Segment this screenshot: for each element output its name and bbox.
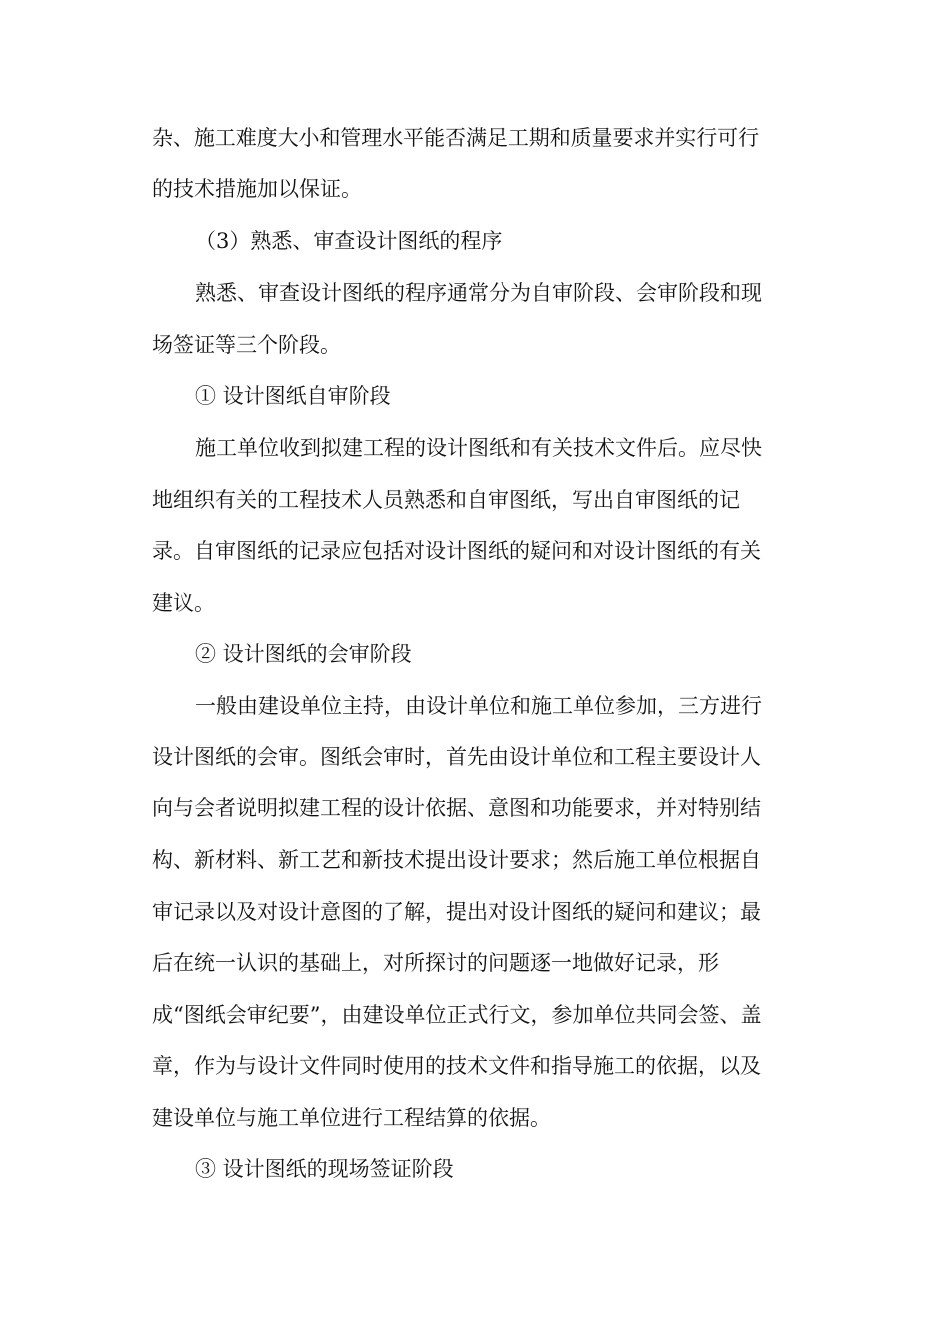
text-line-13: 设计图纸的会审。图纸会审时，首先由设计单位和工程主要设计人 bbox=[152, 745, 761, 769]
text-line-20: 建设单位与施工单位进行工程结算的依据。 bbox=[152, 1106, 551, 1130]
text-line-9: 录。自审图纸的记录应包括对设计图纸的疑问和对设计图纸的有关 bbox=[152, 539, 761, 563]
text-line-2: 的技术措施加以保证。 bbox=[152, 177, 362, 201]
text-line-12: 一般由建设单位主持，由设计单位和施工单位参加，三方进行 bbox=[195, 694, 762, 718]
subheading-joint-review: ② 设计图纸的会审阶段 bbox=[195, 642, 412, 666]
text-line-15: 构、新材料、新工艺和新技术提出设计要求；然后施工单位根据自 bbox=[152, 848, 761, 872]
text-line-4: 熟悉、审查设计图纸的程序通常分为自审阶段、会审阶段和现 bbox=[195, 281, 762, 305]
text-line-19: 章，作为与设计文件同时使用的技术文件和指导施工的依据，以及 bbox=[152, 1054, 761, 1078]
text-line-7: 施工单位收到拟建工程的设计图纸和有关技术文件后。应尽快 bbox=[195, 436, 762, 460]
section-heading-3: （3）熟悉、审查设计图纸的程序 bbox=[195, 229, 503, 253]
text-line-1: 杂、施工难度大小和管理水平能否满足工期和质量要求并实行可行 bbox=[152, 126, 759, 150]
text-line-8: 地组织有关的工程技术人员熟悉和自审图纸，写出自审图纸的记 bbox=[152, 488, 740, 512]
subheading-self-review: ① 设计图纸自审阶段 bbox=[195, 384, 391, 408]
text-line-17: 后在统一认识的基础上，对所探讨的问题逐一地做好记录，形 bbox=[152, 951, 719, 975]
subheading-site-visa: ③ 设计图纸的现场签证阶段 bbox=[195, 1157, 454, 1181]
text-line-5: 场签证等三个阶段。 bbox=[152, 333, 341, 357]
text-line-10: 建议。 bbox=[152, 591, 215, 615]
text-line-16: 审记录以及对设计意图的了解，提出对设计图纸的疑问和建议；最 bbox=[152, 900, 761, 924]
text-line-14: 向与会者说明拟建工程的设计依据、意图和功能要求，并对特别结 bbox=[152, 796, 761, 820]
text-line-18: 成“图纸会审纪要”，由建设单位正式行文，参加单位共同会签、盖 bbox=[152, 1003, 762, 1027]
